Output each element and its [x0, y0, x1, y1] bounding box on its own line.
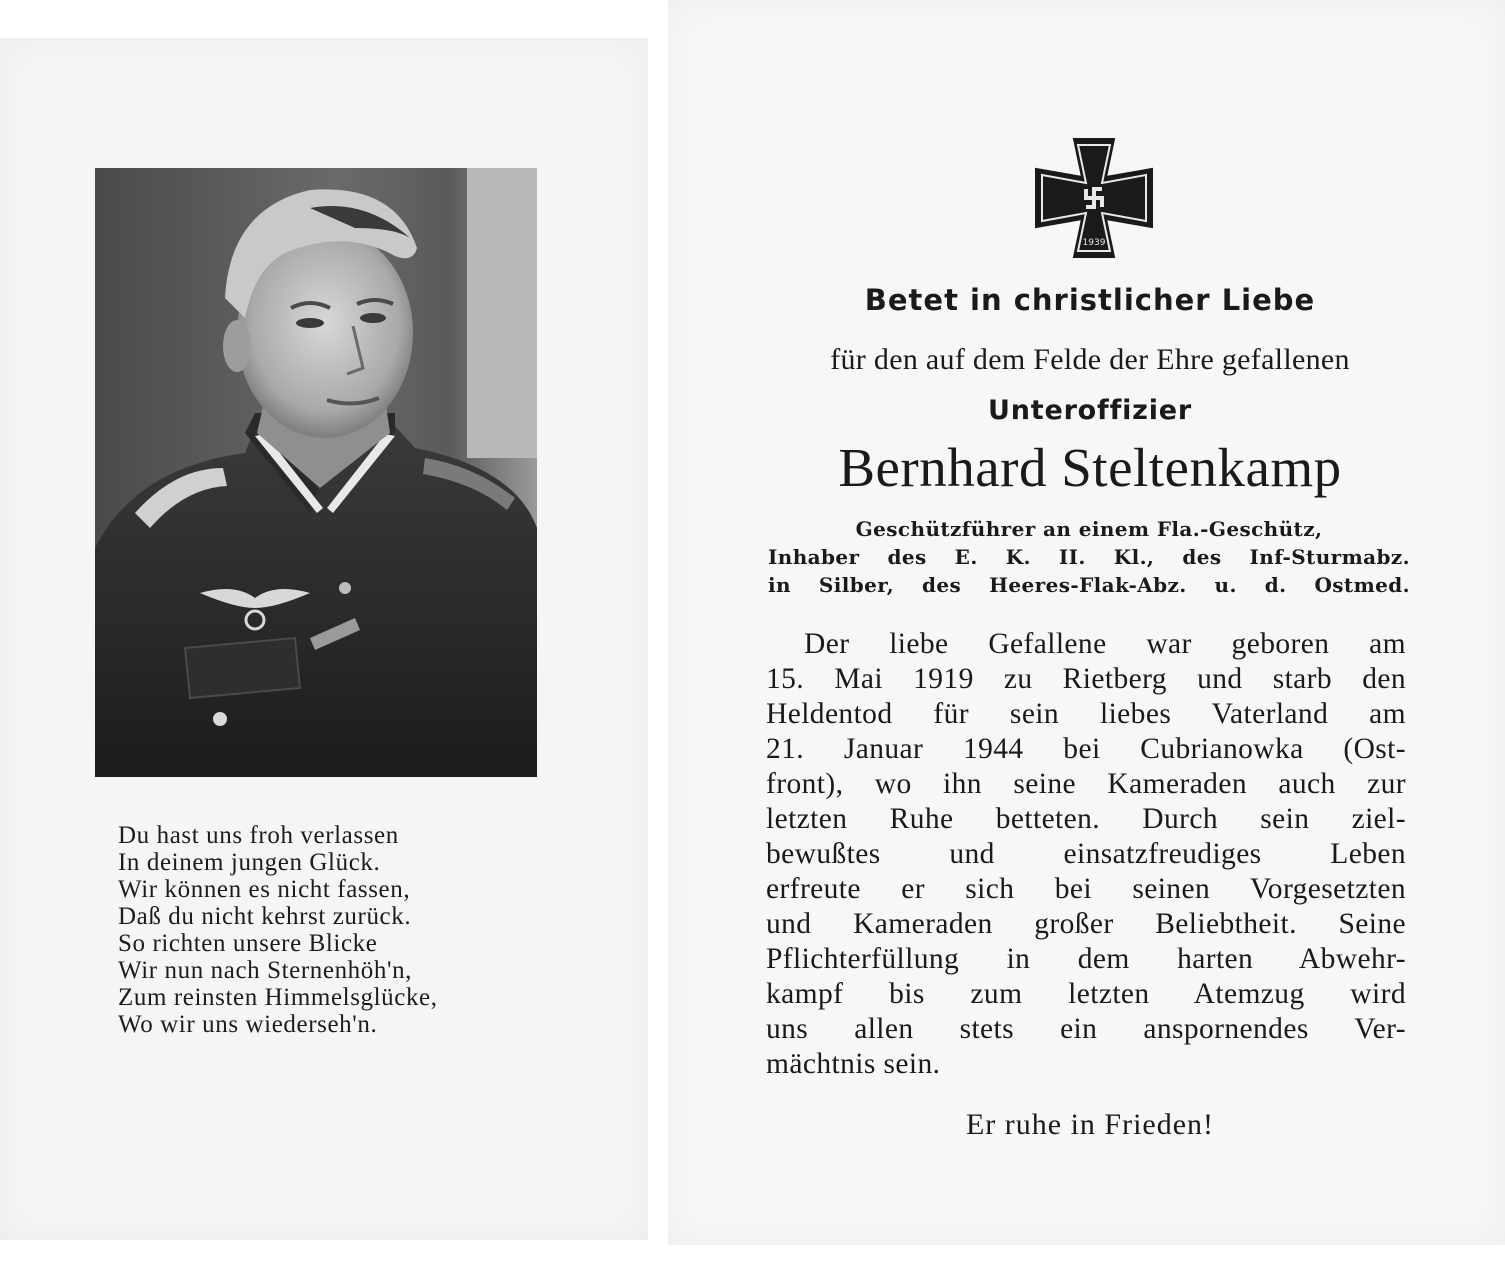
biography-line: 15. Mai 1919 zu Rietberg und starb den: [766, 663, 1406, 695]
poem-line: Wo wir uns wiederseh'n.: [118, 1011, 378, 1038]
biography-line: 21. Januar 1944 bei Cubrianowka (Ost-: [766, 733, 1406, 765]
honors-line: Inhaber des E. K. II. Kl., des Inf-Sturmabz.: [768, 545, 1410, 569]
biography-line: und Kameraden großer Beliebtheit. Seine: [766, 908, 1406, 940]
biography-line: bewußtes und einsatzfreudiges Leben: [766, 838, 1406, 870]
honors-line: in Silber, des Heeres-Flak-Abz. u. d. Ostmed.: [768, 573, 1410, 597]
poem-line: Du hast uns froh verlassen: [118, 822, 399, 849]
poem-line: Wir können es nicht fassen,: [118, 876, 411, 903]
iron-cross-icon: [1034, 137, 1154, 259]
poem-line: Daß du nicht kehrst zurück.: [118, 903, 412, 930]
honors-line: Geschützführer an einem Fla.-Geschütz,: [855, 517, 1323, 541]
memorial-poem: [118, 822, 538, 1038]
biography-line: Pflichterfüllung in dem harten Abwehr-: [766, 943, 1406, 975]
biography-line: erfreute er sich bei seinen Vorgesetzten: [766, 873, 1406, 905]
cross-year: 1939: [1082, 238, 1106, 248]
subline: für den auf dem Felde der Ehre gefallenen: [830, 343, 1350, 376]
biography-line: mächtnis sein.: [766, 1048, 941, 1080]
headline: Betet in christlicher Liebe: [864, 283, 1316, 317]
biography-line: Heldentod für sein liebes Vaterland am: [766, 698, 1406, 730]
biography-line: front), wo ihn seine Kameraden auch zur: [766, 768, 1406, 800]
poem-line: So richten unsere Blicke: [118, 930, 378, 957]
biography-line: Der liebe Gefallene war geboren am: [804, 628, 1406, 660]
closing-blessing: Er ruhe in Frieden!: [965, 1108, 1215, 1141]
rank: Unteroffizier: [988, 395, 1192, 426]
poem-line: Wir nun nach Sternenhöh'n,: [118, 957, 413, 984]
biography-text: [766, 627, 1406, 1082]
poem-line: In deinem jungen Glück.: [118, 849, 381, 876]
biography-line: letzten Ruhe betteten. Durch sein ziel-: [766, 803, 1406, 835]
soldier-portrait-photo: [95, 168, 537, 777]
biography-line: uns allen stets ein anspornendes Ver-: [766, 1013, 1406, 1045]
deceased-name: Bernhard Steltenkamp: [838, 437, 1342, 498]
poem-line: Zum reinsten Himmelsglücke,: [118, 984, 438, 1011]
honors-block: [768, 515, 1410, 599]
biography-line: kampf bis zum letzten Atemzug wird: [766, 978, 1406, 1010]
